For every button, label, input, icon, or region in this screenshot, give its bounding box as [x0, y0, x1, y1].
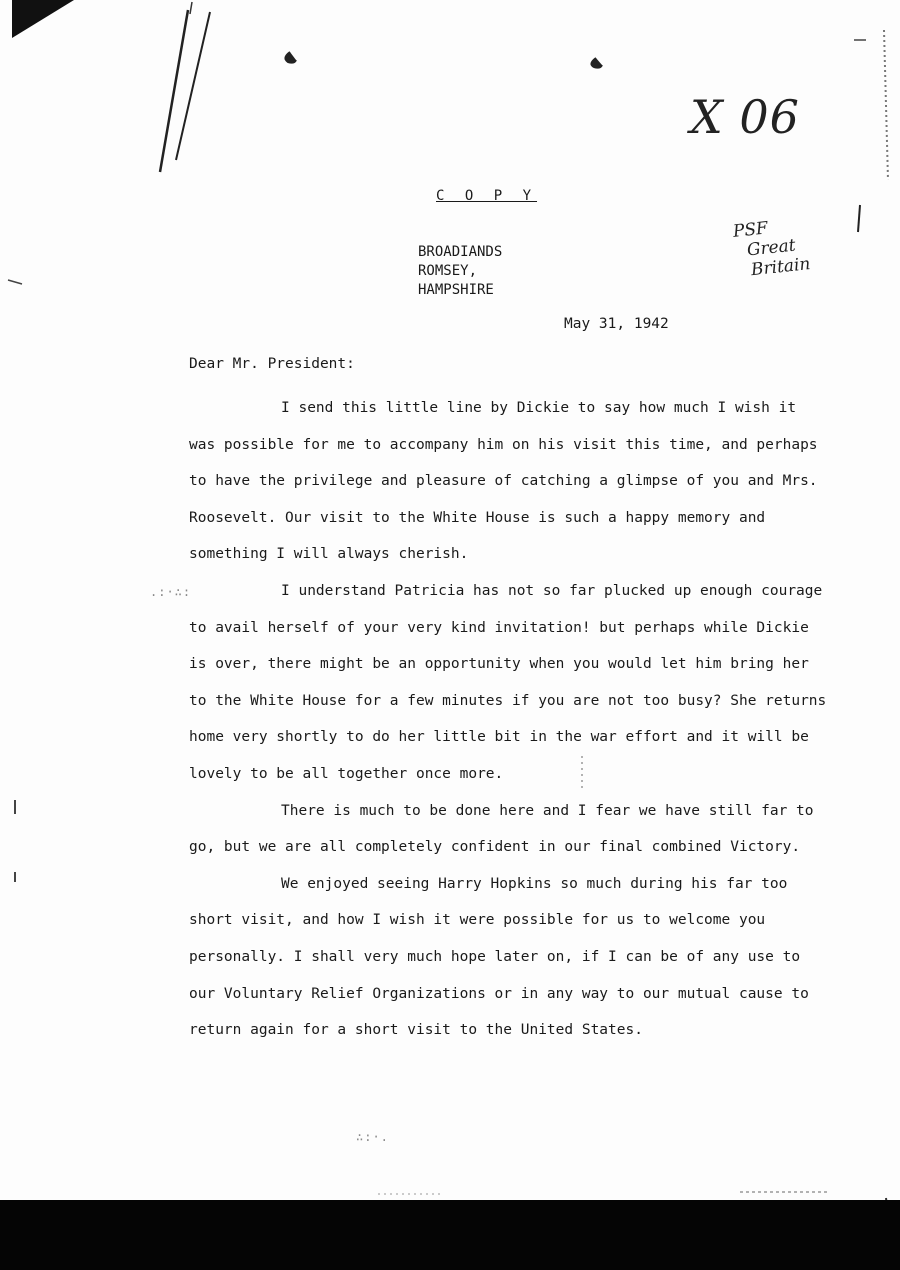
handwritten-file-note [732, 214, 811, 281]
body-paragraph: There is much to be done here and I fear we have still far to go, but we are all completely confident in our final combined Victory. [189, 802, 814, 856]
letter-date: May 31, 1942 [564, 316, 669, 332]
body-paragraph: I send this little line by Dickie to say how much I wish it was possible for me to accompany him on his visit this time, and perhaps to have the privilege and pleasure of catching a glimpse of you and Mrs. Roosevelt. Our visit to the White House is such a happy memory and something I will always cherish. [189, 400, 818, 563]
address-line: BROADIANDS [418, 244, 503, 260]
handwritten-note-line: Great [746, 235, 797, 261]
sender-address [418, 243, 502, 300]
salutation: Dear Mr. President: [189, 356, 355, 372]
letter-body [189, 390, 829, 1049]
edge-speck [14, 800, 16, 814]
address-line: HAMPSHIRE [418, 282, 494, 298]
handwritten-note-line: PSF [732, 218, 769, 242]
body-paragraph: We enjoyed seeing Harry Hopkins so much during his far too short visit, and how I wish it were possible for us to welcome you personally. I shall very much hope later on, if I can be of any use to our Voluntary Relief Organizations or in any way to our mutual cause to return again for a short visit to the United States. [189, 875, 809, 1039]
edge-speck [14, 872, 16, 882]
handwritten-note-line: Britain [750, 254, 812, 281]
copy-heading: C O P Y [436, 188, 538, 204]
scan-bottom-band [0, 1200, 900, 1270]
handwritten-file-code: X 06 [690, 90, 800, 144]
ink-smudge: .:·∴: [150, 585, 192, 599]
body-paragraph: I understand Patricia has not so far plucked up enough courage to avail herself of your very kind invitation! but perhaps while Dickie is over, there might be an opportunity when you would let him bring her to the White House for a few minutes if you are not too busy? She returns home very shortly to do her little bit in the war effort and it will be lovely to be all together once more. [189, 582, 827, 782]
address-line: ROMSEY, [418, 263, 478, 279]
ink-smudge: ∴:·. [356, 1130, 389, 1144]
